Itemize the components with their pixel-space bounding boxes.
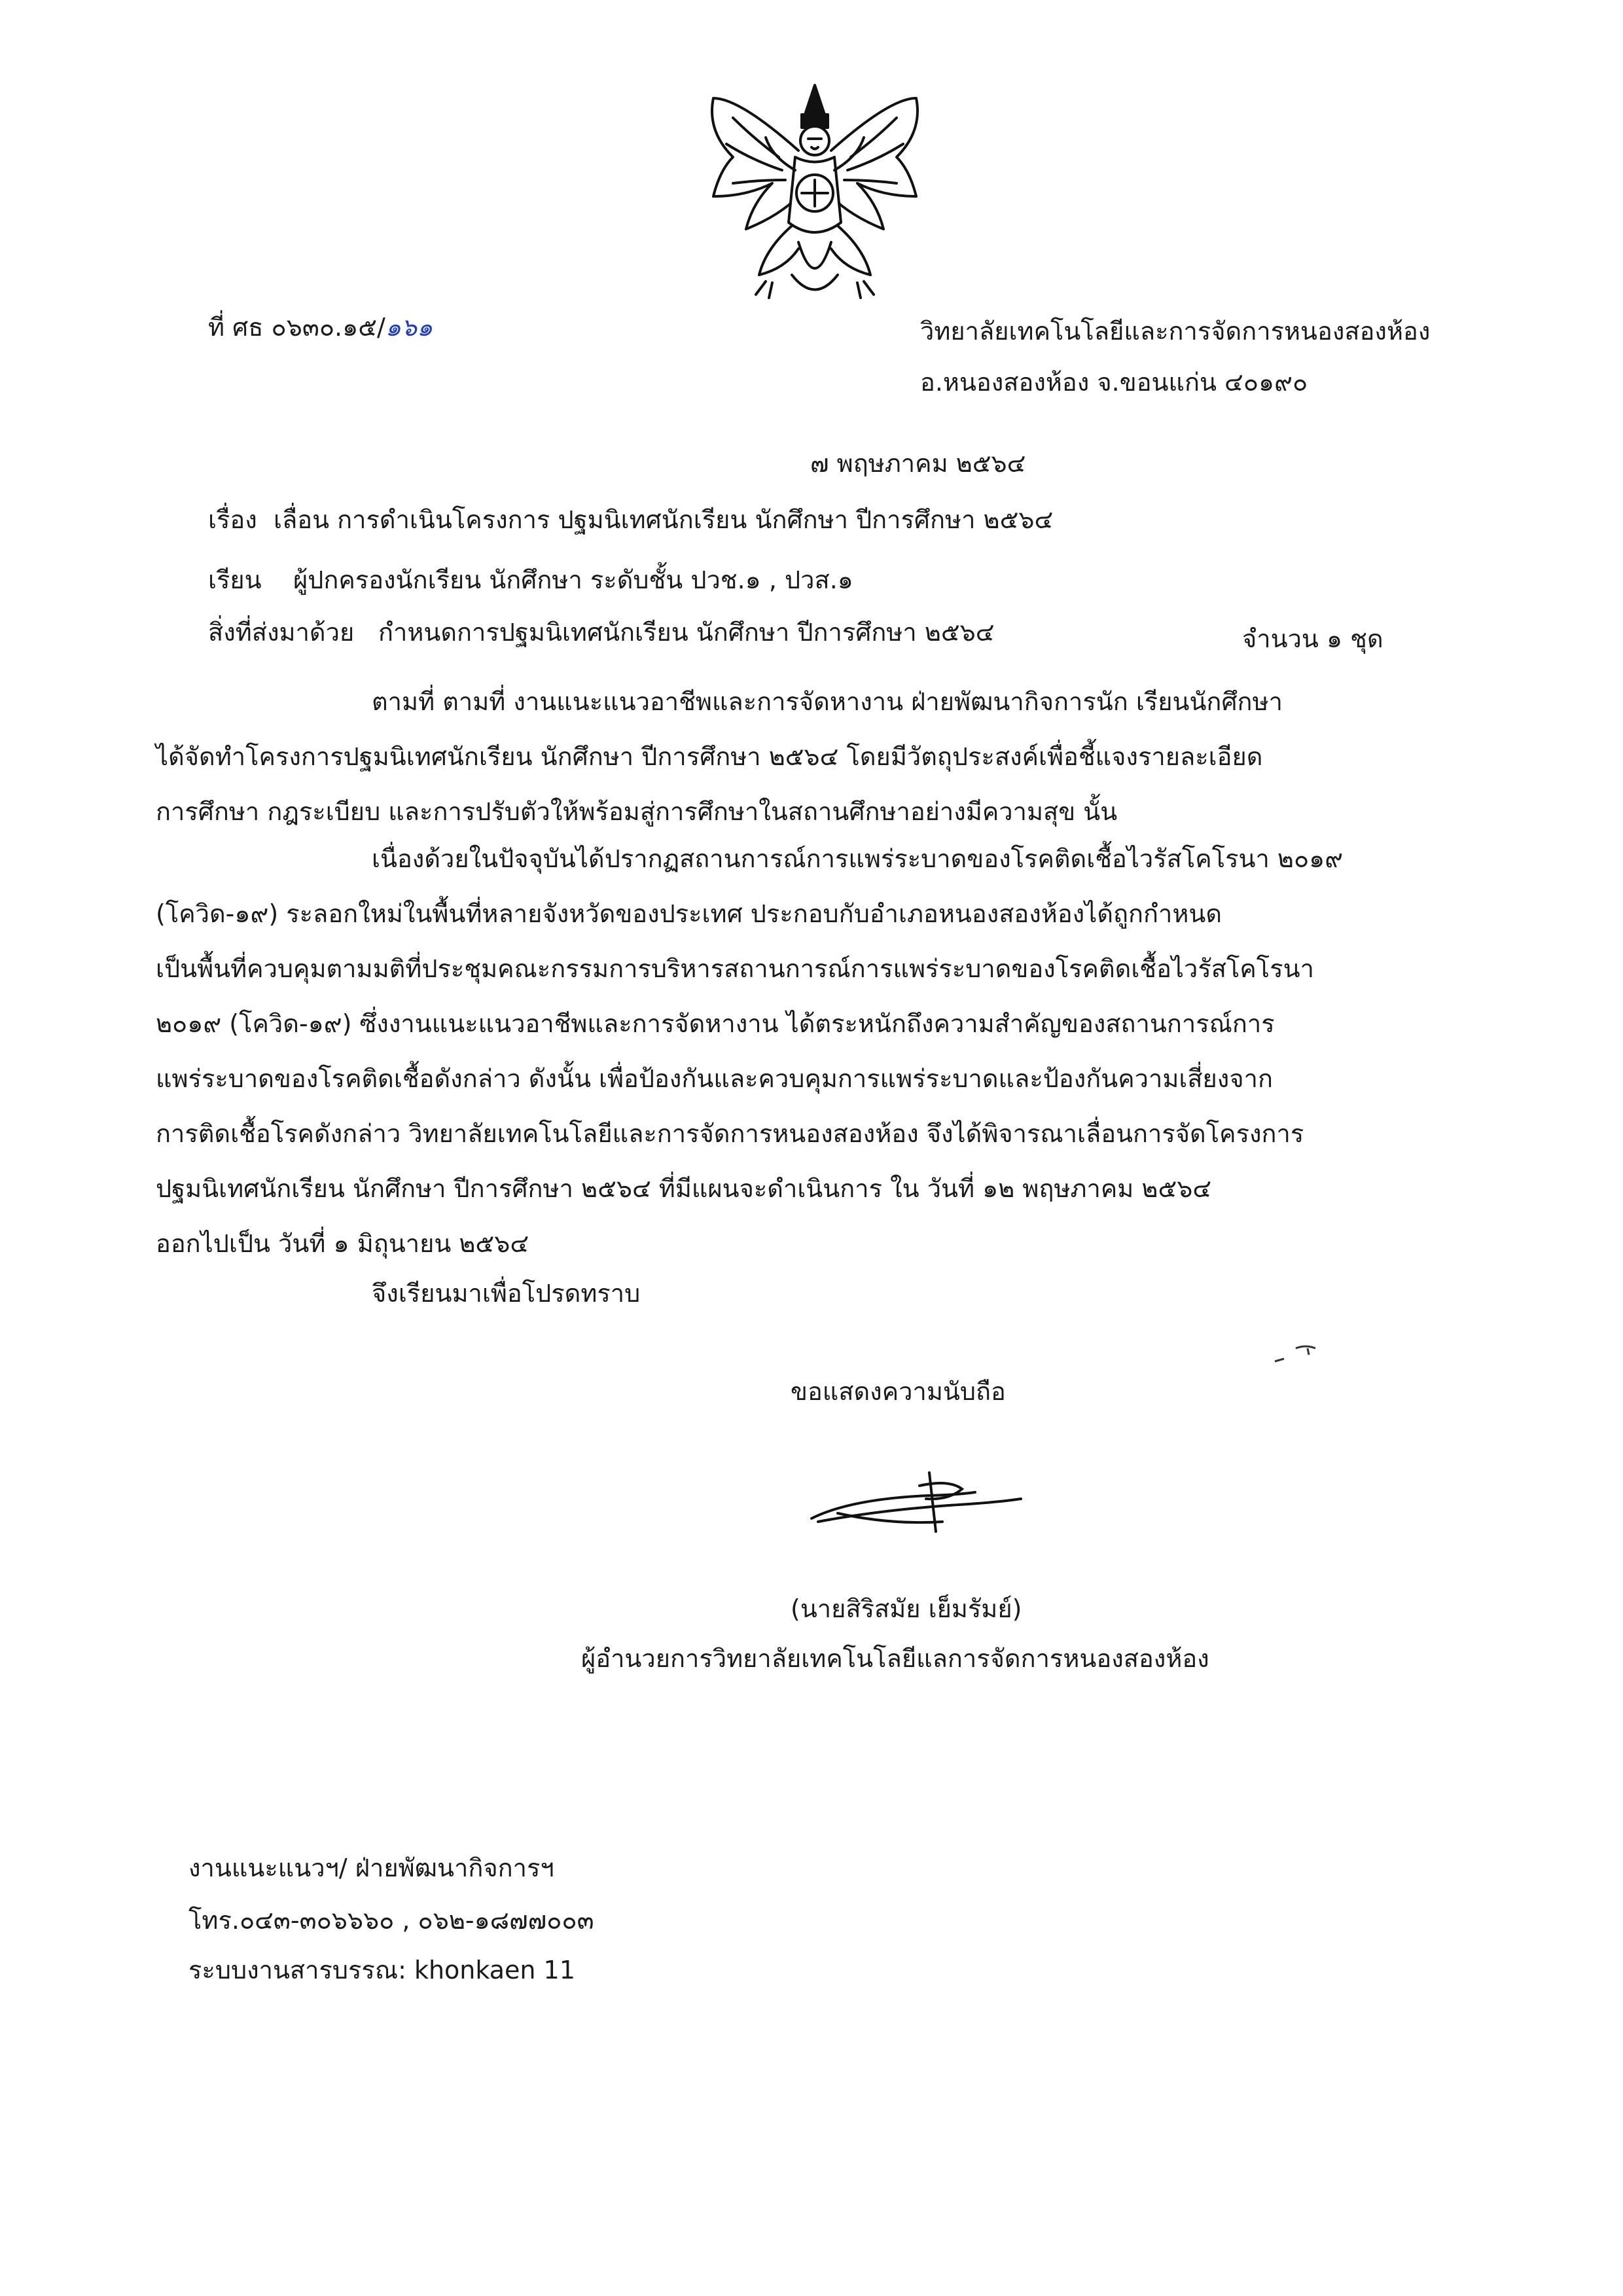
pen-mark — [1270, 1335, 1348, 1368]
paragraph-2-line: ๒๐๑๙ (โควิด-๑๙) ซึ่งงานแนะแนวอาชีพและการจัดหางาน ได้ตระหนักถึงความสำคัญของสถานการณ์การ — [156, 1009, 1275, 1038]
paragraph-1-line: การศึกษา กฎระเบียบ และการปรับตัวให้พร้อมสู่การศึกษาในสถานศึกษาอย่างมีความสุข นั้น — [156, 797, 1118, 826]
paragraph-2-line: แพร่ระบาดของโรคติดเชื้อดังกล่าว ดังนั้น เพื่อป้องกันและควบคุมการแพร่ระบาดและป้องกันความเสี่ยงจาก — [156, 1064, 1273, 1093]
org-address: อ.หนองสองห้อง จ.ขอนแก่น ๔๐๑๙๐ — [920, 368, 1308, 397]
closing-request: จึงเรียนมาเพื่อโปรดทราบ — [372, 1279, 641, 1308]
signer-title: ผู้อำนวยการวิทยาลัยเทคโนโลยีแลการจัดการหนองสองห้อง — [581, 1644, 1209, 1673]
to-label: เรียน — [208, 565, 262, 594]
footer-department: งานแนะแนวฯ/ ฝ่ายพัฒนากิจการฯ — [188, 1854, 554, 1882]
paragraph-2 — [156, 831, 1433, 1271]
subject-label: เรื่อง — [208, 505, 257, 534]
paragraph-1 — [156, 674, 1433, 839]
closing: ขอแสดงความนับถือ — [791, 1377, 1006, 1406]
ref-number-label: ที่ — [208, 313, 225, 342]
org-name: วิทยาลัยเทคโนโลยีและการจัดการหนองสองห้อง — [920, 317, 1431, 346]
enclosure-label: สิ่งที่ส่งมาด้วย — [208, 618, 355, 647]
paragraph-1-line: ตามที่ ตามที่ งานแนะแนวอาชีพและการจัดหางาน ฝ่ายพัฒนากิจการนัก เรียนนักศึกษา — [372, 687, 1283, 716]
signer-name: (นายสิริสมัย เย็มรัมย์) — [791, 1594, 1022, 1623]
enclosure-quantity: จำนวน ๑ ชุด — [1242, 624, 1383, 653]
subject-text: เลื่อน การดำเนินโครงการ ปฐมนิเทศนักเรียน นักศึกษา ปีการศึกษา ๒๕๖๔ — [274, 505, 1054, 534]
paragraph-2-line: เป็นพื้นที่ควบคุมตามมติที่ประชุมคณะกรรมการบริหารสถานการณ์การแพร่ระบาดของโรคติดเชื้อไวรัสโคโรนา — [156, 954, 1314, 983]
signature — [798, 1460, 1034, 1545]
paragraph-2-line: ออกไปเป็น วันที่ ๑ มิถุนายน ๒๕๖๔ — [156, 1229, 529, 1258]
to-text: ผู้ปกครองนักเรียน นักศึกษา ระดับชั้น ปวช.๑ , ปวส.๑ — [293, 565, 853, 594]
ref-number — [208, 310, 433, 344]
footer-doc-system: ระบบงานสารบรรณ: khonkaen 11 — [188, 1956, 575, 1984]
enclosure-text: กำหนดการปฐมนิเทศนักเรียน นักศึกษา ปีการศึกษา ๒๕๖๔ — [378, 618, 995, 647]
paragraph-2-line: ปฐมนิเทศนักเรียน นักศึกษา ปีการศึกษา ๒๕๖๔ ที่มีแผนจะดำเนินการ ใน วันที่ ๑๒ พฤษภาคม ๒๕๖๔ — [156, 1174, 1212, 1203]
paragraph-2-line: การติดเชื้อโรคดังกล่าว วิทยาลัยเทคโนโลยีและการจัดการหนองสองห้อง จึงได้พิจารณาเลื่อนการจัดโครงการ — [156, 1119, 1304, 1148]
paragraph-2-line: (โควิด-๑๙) ระลอกใหม่ในพื้นที่หลายจังหวัดของประเทศ ประกอบกับอำเภอหนองสองห้องได้ถูกกำหนด — [156, 899, 1222, 928]
garuda-emblem — [694, 79, 936, 314]
ref-number-value: ศธ ๐๖๓๐.๑๕/ — [232, 313, 385, 342]
paragraph-1-line: ได้จัดทำโครงการปฐมนิเทศนักเรียน นักศึกษา ปีการศึกษา ๒๕๖๔ โดยมีวัตถุประสงค์เพื่อชี้แจงรายละเอียด — [156, 742, 1263, 771]
ref-number-handwritten: ๑๖๑ — [385, 313, 433, 342]
paragraph-2-line: เนื่องด้วยในปัจจุบันได้ปรากฏสถานการณ์การแพร่ระบาดของโรคติดเชื้อไวรัสโคโรนา ๒๐๑๙ — [372, 844, 1344, 873]
letter-date: ๗ พฤษภาคม ๒๕๖๔ — [810, 449, 1026, 478]
footer-phone: โทร.๐๔๓-๓๐๖๖๖๐ , ๐๖๒-๑๘๗๗๐๐๓ — [188, 1906, 594, 1935]
